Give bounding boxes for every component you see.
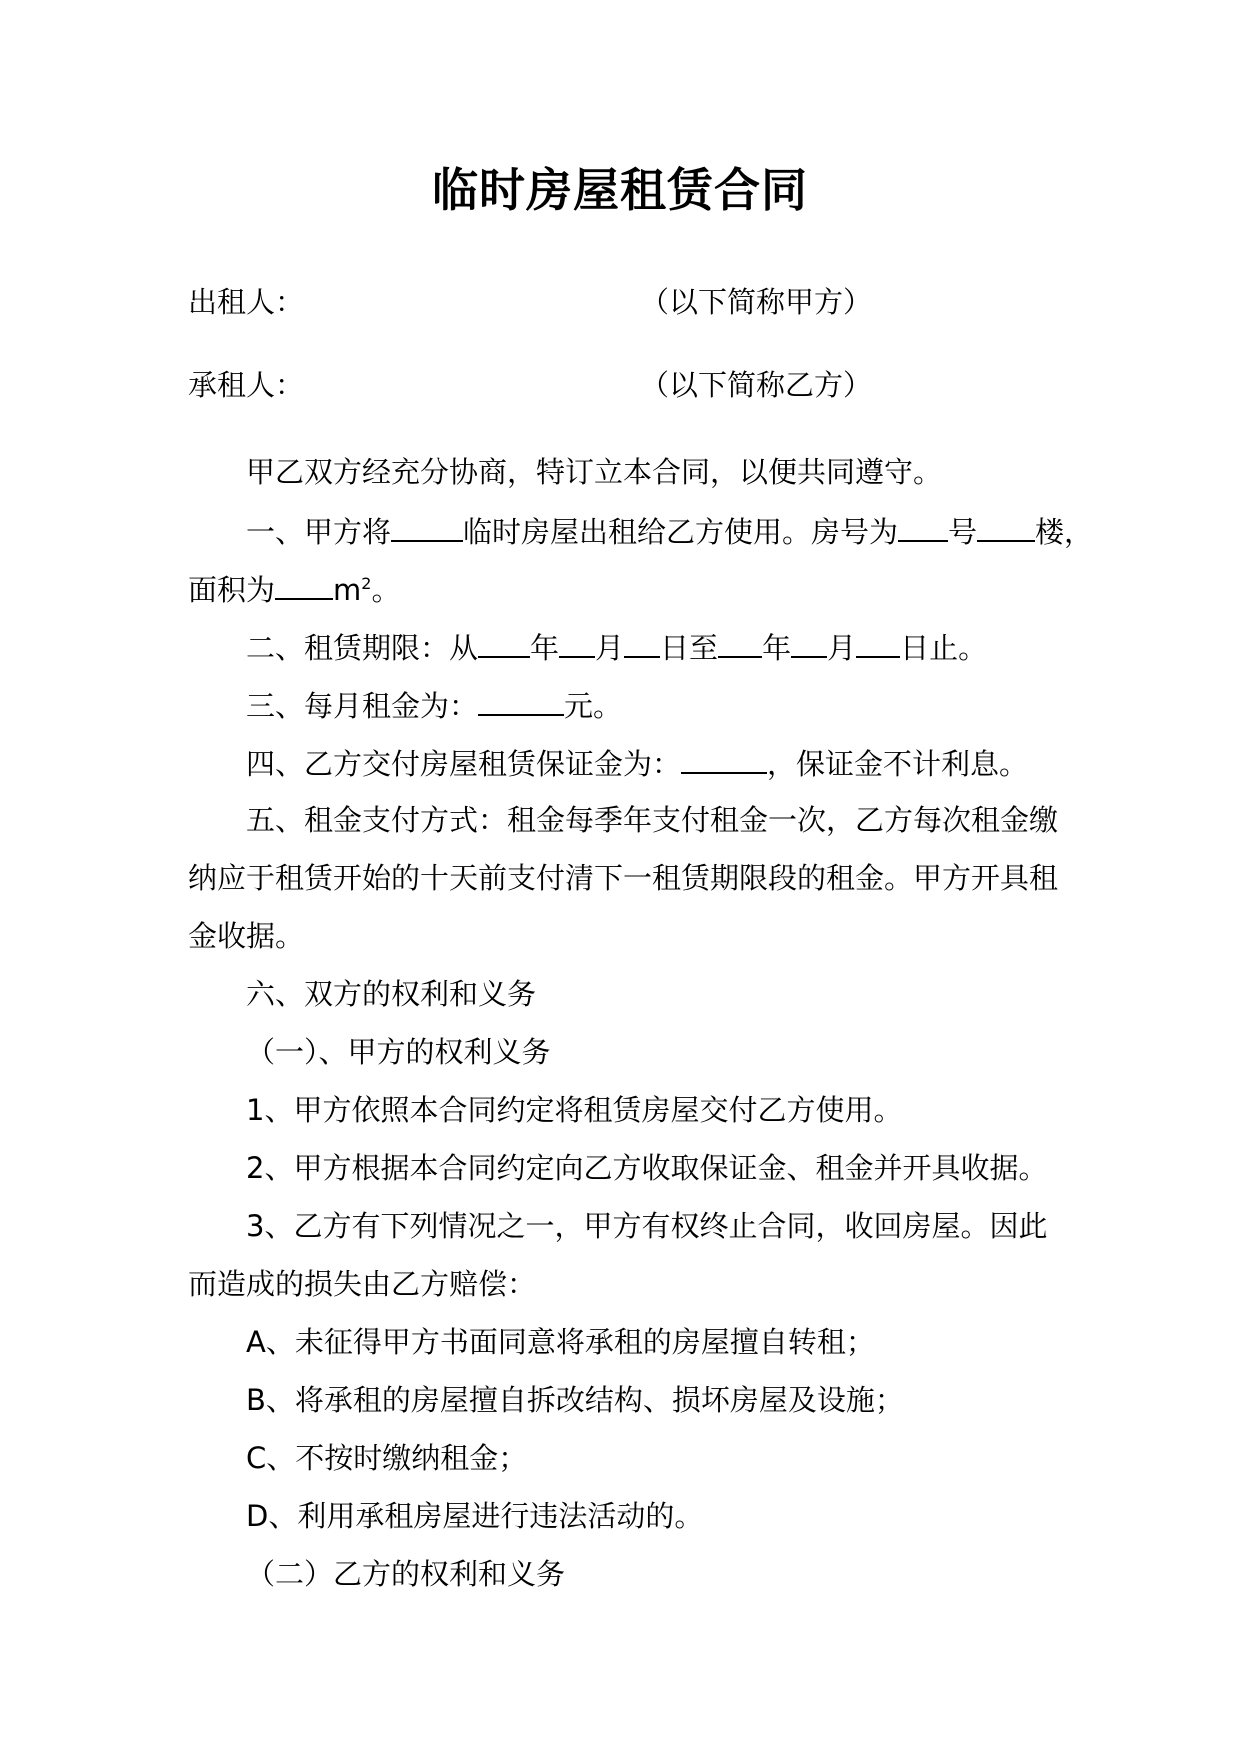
clause-4-text: ，保证金不计利息。 <box>767 747 1029 781</box>
item-a1: 1、甲方依照本合同约定将租赁房屋交付乙方使用。 <box>246 1093 903 1127</box>
blank-field[interactable] <box>391 510 463 542</box>
clause-1-text: 号 <box>948 515 978 549</box>
clause-5-line-1: 五、租金支付方式：租金每季年支付租金一次，乙方每次租金缴 <box>246 803 1059 837</box>
clause-1-text: 面积为 <box>188 573 276 607</box>
clause-3-text: 三、每月租金为： <box>246 689 479 723</box>
sub-item-b: B、将承租的房屋擅自拆改结构、损坏房屋及设施； <box>246 1383 904 1417</box>
lessor-line <box>188 282 873 322</box>
clause-2-text: 日至 <box>660 631 719 665</box>
section-a-heading: （一）、甲方的权利义务 <box>246 1035 551 1069</box>
clause-4 <box>246 742 1028 782</box>
document-title: 临时房屋租赁合同 <box>432 163 808 217</box>
blank-field[interactable] <box>275 568 333 600</box>
clause-2-text: 月 <box>595 631 625 665</box>
blank-field[interactable] <box>624 626 660 658</box>
lessee-suffix: （以下简称乙方） <box>640 368 873 402</box>
clause-1-text: 。 <box>371 573 401 607</box>
clause-2-text: 日止。 <box>900 631 988 665</box>
lessor-suffix: （以下简称甲方） <box>640 285 873 319</box>
item-a3-line-2: 而造成的损失由乙方赔偿： <box>188 1267 537 1301</box>
clause-2-text: 年 <box>530 631 560 665</box>
clause-4-text: 四、乙方交付房屋租赁保证金为： <box>246 747 682 781</box>
area-unit: m <box>333 573 362 607</box>
lessor-label: 出租人： <box>188 285 305 319</box>
clause-2-text: 年 <box>762 631 792 665</box>
intro-paragraph: 甲乙双方经充分协商，特订立本合同，以便共同遵守。 <box>246 455 943 489</box>
blank-field[interactable] <box>681 742 767 774</box>
clause-1-text: 临时房屋出租给乙方使用。房号为 <box>463 515 899 549</box>
clause-1-text: 楼， <box>1035 515 1094 549</box>
blank-field[interactable] <box>977 510 1035 542</box>
sub-item-a: A、未征得甲方书面同意将承租的房屋擅自转租； <box>246 1325 875 1359</box>
blank-field[interactable] <box>478 684 564 716</box>
lessee-label: 承租人： <box>188 368 305 402</box>
clause-2 <box>246 626 987 666</box>
clause-2-text: 二、租赁期限：从 <box>246 631 479 665</box>
lessee-line <box>188 365 873 405</box>
sub-item-c: C、不按时缴纳租金； <box>246 1441 528 1475</box>
section-b-heading: （二）乙方的权利和义务 <box>246 1557 566 1591</box>
clause-5-line-2: 纳应于租赁开始的十天前支付清下一租赁期限段的租金。甲方开具租 <box>188 861 1059 895</box>
blank-field[interactable] <box>718 626 762 658</box>
clause-5-line-3: 金收据。 <box>188 919 305 953</box>
item-a2: 2、甲方根据本合同约定向乙方收取保证金、租金并开具收据。 <box>246 1151 1048 1185</box>
area-unit-superscript: 2 <box>361 574 372 593</box>
clause-2-text: 月 <box>827 631 857 665</box>
clause-3 <box>246 684 622 724</box>
blank-field[interactable] <box>559 626 595 658</box>
clause-1-line-1 <box>246 510 1093 550</box>
blank-field[interactable] <box>478 626 530 658</box>
blank-field[interactable] <box>898 510 948 542</box>
clause-6-heading: 六、双方的权利和义务 <box>246 977 537 1011</box>
item-a3-line-1: 3、乙方有下列情况之一，甲方有权终止合同，收回房屋。因此 <box>246 1209 1048 1243</box>
blank-field[interactable] <box>791 626 827 658</box>
clause-1-text: 一、甲方将 <box>246 515 392 549</box>
sub-item-d: D、利用承租房屋进行违法活动的。 <box>246 1499 704 1533</box>
clause-1-line-2 <box>188 568 400 608</box>
blank-field[interactable] <box>856 626 900 658</box>
clause-3-text: 元。 <box>564 689 623 723</box>
